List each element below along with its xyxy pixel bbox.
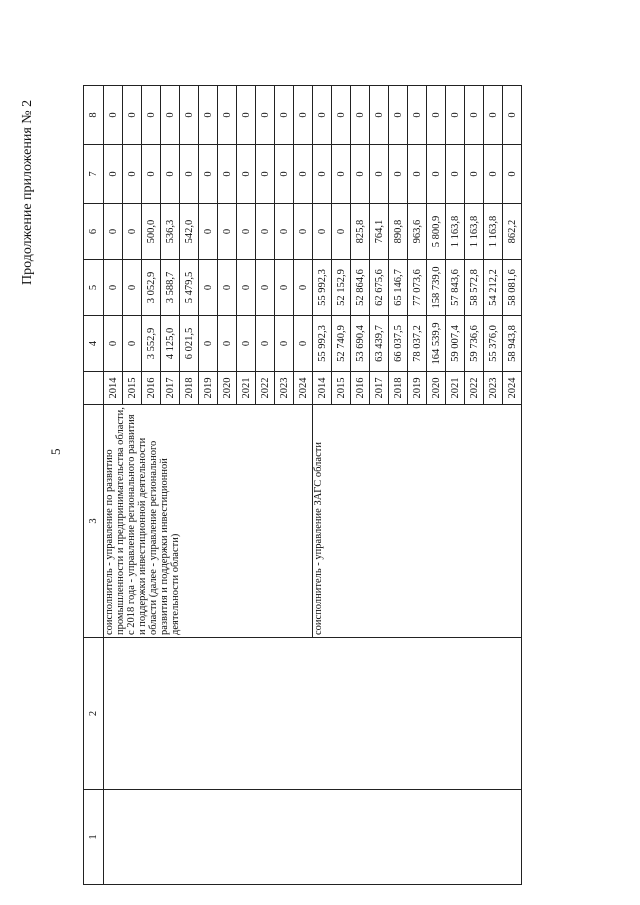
value-cell-8: 0: [161, 86, 180, 145]
value-cell-6: 0: [256, 204, 275, 260]
year-cell: 2016: [351, 372, 370, 405]
value-cell-8: 0: [294, 86, 313, 145]
value-cell-4: 0: [123, 316, 142, 372]
value-cell-7: 0: [256, 145, 275, 204]
value-cell-5: 0: [275, 260, 294, 316]
value-cell-5: 5 479,5: [180, 260, 199, 316]
table-row: [104, 86, 123, 885]
value-cell-8: 0: [313, 86, 332, 145]
value-cell-8: 0: [104, 86, 123, 145]
value-cell-6: 1 163,8: [446, 204, 465, 260]
value-cell-5: 0: [104, 260, 123, 316]
value-cell-8: 0: [237, 86, 256, 145]
value-cell-4: 59 736,6: [465, 316, 484, 372]
year-cell: 2018: [180, 372, 199, 405]
value-cell-4: 55 376,0: [484, 316, 503, 372]
value-cell-5: 3 588,7: [161, 260, 180, 316]
value-cell-6: 0: [123, 204, 142, 260]
value-cell-4: 52 740,9: [332, 316, 351, 372]
value-cell-4: 0: [294, 316, 313, 372]
value-cell-6: 0: [104, 204, 123, 260]
year-cell: 2019: [408, 372, 427, 405]
value-cell-7: 0: [199, 145, 218, 204]
value-cell-6: 0: [332, 204, 351, 260]
value-cell-7: 0: [484, 145, 503, 204]
value-cell-6: 890,8: [389, 204, 408, 260]
value-cell-5: 77 073,6: [408, 260, 427, 316]
value-cell-4: 6 021,5: [180, 316, 199, 372]
value-cell-4: 164 539,9: [427, 316, 446, 372]
value-cell-5: 0: [218, 260, 237, 316]
appendix-table: [83, 85, 522, 885]
value-cell-5: 65 146,7: [389, 260, 408, 316]
value-cell-6: 0: [275, 204, 294, 260]
year-cell: 2020: [427, 372, 446, 405]
value-cell-7: 0: [161, 145, 180, 204]
value-cell-5: 0: [256, 260, 275, 316]
year-cell: 2017: [370, 372, 389, 405]
value-cell-7: 0: [427, 145, 446, 204]
value-cell-4: 58 943,8: [503, 316, 522, 372]
value-cell-7: 0: [389, 145, 408, 204]
coexecutor-description: соисполнитель - управление ЗАГС области: [313, 405, 522, 638]
value-cell-8: 0: [370, 86, 389, 145]
value-cell-4: 66 037,5: [389, 316, 408, 372]
continuation-label: Продолжение приложения № 2: [20, 99, 35, 285]
value-cell-6: 1 163,8: [484, 204, 503, 260]
header-col-1: 1: [84, 790, 104, 885]
year-cell: 2024: [294, 372, 313, 405]
value-cell-5: 52 864,6: [351, 260, 370, 316]
value-cell-7: 0: [294, 145, 313, 204]
year-cell: 2024: [503, 372, 522, 405]
value-cell-7: 0: [275, 145, 294, 204]
value-cell-4: 4 125,0: [161, 316, 180, 372]
year-cell: 2021: [446, 372, 465, 405]
value-cell-6: 542,0: [180, 204, 199, 260]
value-cell-4: 59 007,4: [446, 316, 465, 372]
value-cell-5: 0: [294, 260, 313, 316]
year-cell: 2022: [465, 372, 484, 405]
value-cell-8: 0: [332, 86, 351, 145]
value-cell-8: 0: [180, 86, 199, 145]
value-cell-7: 0: [446, 145, 465, 204]
year-cell: 2014: [313, 372, 332, 405]
year-cell: 2021: [237, 372, 256, 405]
header-col-5: 5: [84, 260, 104, 316]
value-cell-7: 0: [332, 145, 351, 204]
value-cell-4: 0: [218, 316, 237, 372]
value-cell-8: 0: [446, 86, 465, 145]
value-cell-5: 58 572,8: [465, 260, 484, 316]
value-cell-6: 963,6: [408, 204, 427, 260]
value-cell-8: 0: [503, 86, 522, 145]
value-cell-7: 0: [104, 145, 123, 204]
value-cell-8: 0: [142, 86, 161, 145]
header-year: [84, 372, 104, 405]
year-cell: 2023: [484, 372, 503, 405]
value-cell-7: 0: [465, 145, 484, 204]
value-cell-6: 0: [218, 204, 237, 260]
value-cell-8: 0: [427, 86, 446, 145]
value-cell-4: 53 690,4: [351, 316, 370, 372]
value-cell-4: 0: [256, 316, 275, 372]
value-cell-7: 0: [370, 145, 389, 204]
value-cell-6: 862,2: [503, 204, 522, 260]
header-col-2: 2: [84, 638, 104, 790]
header-col-7: 7: [84, 145, 104, 204]
value-cell-4: 0: [237, 316, 256, 372]
value-cell-6: 500,0: [142, 204, 161, 260]
year-cell: 2016: [142, 372, 161, 405]
value-cell-7: 0: [408, 145, 427, 204]
value-cell-7: 0: [351, 145, 370, 204]
value-cell-8: 0: [256, 86, 275, 145]
year-cell: 2019: [199, 372, 218, 405]
value-cell-8: 0: [389, 86, 408, 145]
value-cell-4: 0: [104, 316, 123, 372]
value-cell-6: 0: [313, 204, 332, 260]
value-cell-7: 0: [237, 145, 256, 204]
header-col-3: 3: [84, 405, 104, 638]
coexecutor-description: соисполнитель - управление по развитию промышленности и предпринимательства области, с 2018 года - управление регионального развития и поддержки инвестиционной деятельности области (далее - управление регионального развития и поддержки инвестиционной деятельности области): [104, 405, 313, 638]
col-2-cell: [104, 638, 522, 790]
value-cell-5: 55 992,3: [313, 260, 332, 316]
year-cell: 2015: [332, 372, 351, 405]
value-cell-8: 0: [275, 86, 294, 145]
header-col-4: 4: [84, 316, 104, 372]
header-col-8: 8: [84, 86, 104, 145]
value-cell-5: 0: [123, 260, 142, 316]
value-cell-8: 0: [484, 86, 503, 145]
value-cell-5: 58 081,6: [503, 260, 522, 316]
value-cell-6: 536,3: [161, 204, 180, 260]
value-cell-7: 0: [503, 145, 522, 204]
value-cell-6: 825,8: [351, 204, 370, 260]
value-cell-7: 0: [313, 145, 332, 204]
year-cell: 2022: [256, 372, 275, 405]
page-number: 5: [48, 448, 63, 455]
value-cell-5: 3 052,9: [142, 260, 161, 316]
col-1-cell: [104, 790, 522, 885]
value-cell-8: 0: [351, 86, 370, 145]
year-cell: 2023: [275, 372, 294, 405]
header-col-6: 6: [84, 204, 104, 260]
value-cell-5: 62 675,6: [370, 260, 389, 316]
value-cell-4: 3 552,9: [142, 316, 161, 372]
value-cell-5: 54 212,2: [484, 260, 503, 316]
value-cell-7: 0: [218, 145, 237, 204]
value-cell-8: 0: [465, 86, 484, 145]
year-cell: 2020: [218, 372, 237, 405]
value-cell-4: 55 992,3: [313, 316, 332, 372]
value-cell-8: 0: [199, 86, 218, 145]
value-cell-5: 57 843,6: [446, 260, 465, 316]
value-cell-6: 0: [199, 204, 218, 260]
value-cell-6: 0: [237, 204, 256, 260]
table-header-row: [84, 86, 104, 885]
value-cell-6: 0: [294, 204, 313, 260]
value-cell-6: 1 163,8: [465, 204, 484, 260]
value-cell-8: 0: [408, 86, 427, 145]
value-cell-5: 0: [199, 260, 218, 316]
value-cell-4: 0: [275, 316, 294, 372]
value-cell-4: 78 037,2: [408, 316, 427, 372]
year-cell: 2017: [161, 372, 180, 405]
value-cell-4: 0: [199, 316, 218, 372]
table-body: [104, 86, 522, 885]
value-cell-6: 764,1: [370, 204, 389, 260]
value-cell-8: 0: [123, 86, 142, 145]
value-cell-5: 52 152,9: [332, 260, 351, 316]
year-cell: 2014: [104, 372, 123, 405]
value-cell-4: 63 439,7: [370, 316, 389, 372]
value-cell-7: 0: [123, 145, 142, 204]
year-cell: 2015: [123, 372, 142, 405]
value-cell-5: 0: [237, 260, 256, 316]
value-cell-7: 0: [142, 145, 161, 204]
value-cell-5: 158 739,0: [427, 260, 446, 316]
value-cell-8: 0: [218, 86, 237, 145]
value-cell-7: 0: [180, 145, 199, 204]
value-cell-6: 5 800,9: [427, 204, 446, 260]
year-cell: 2018: [389, 372, 408, 405]
